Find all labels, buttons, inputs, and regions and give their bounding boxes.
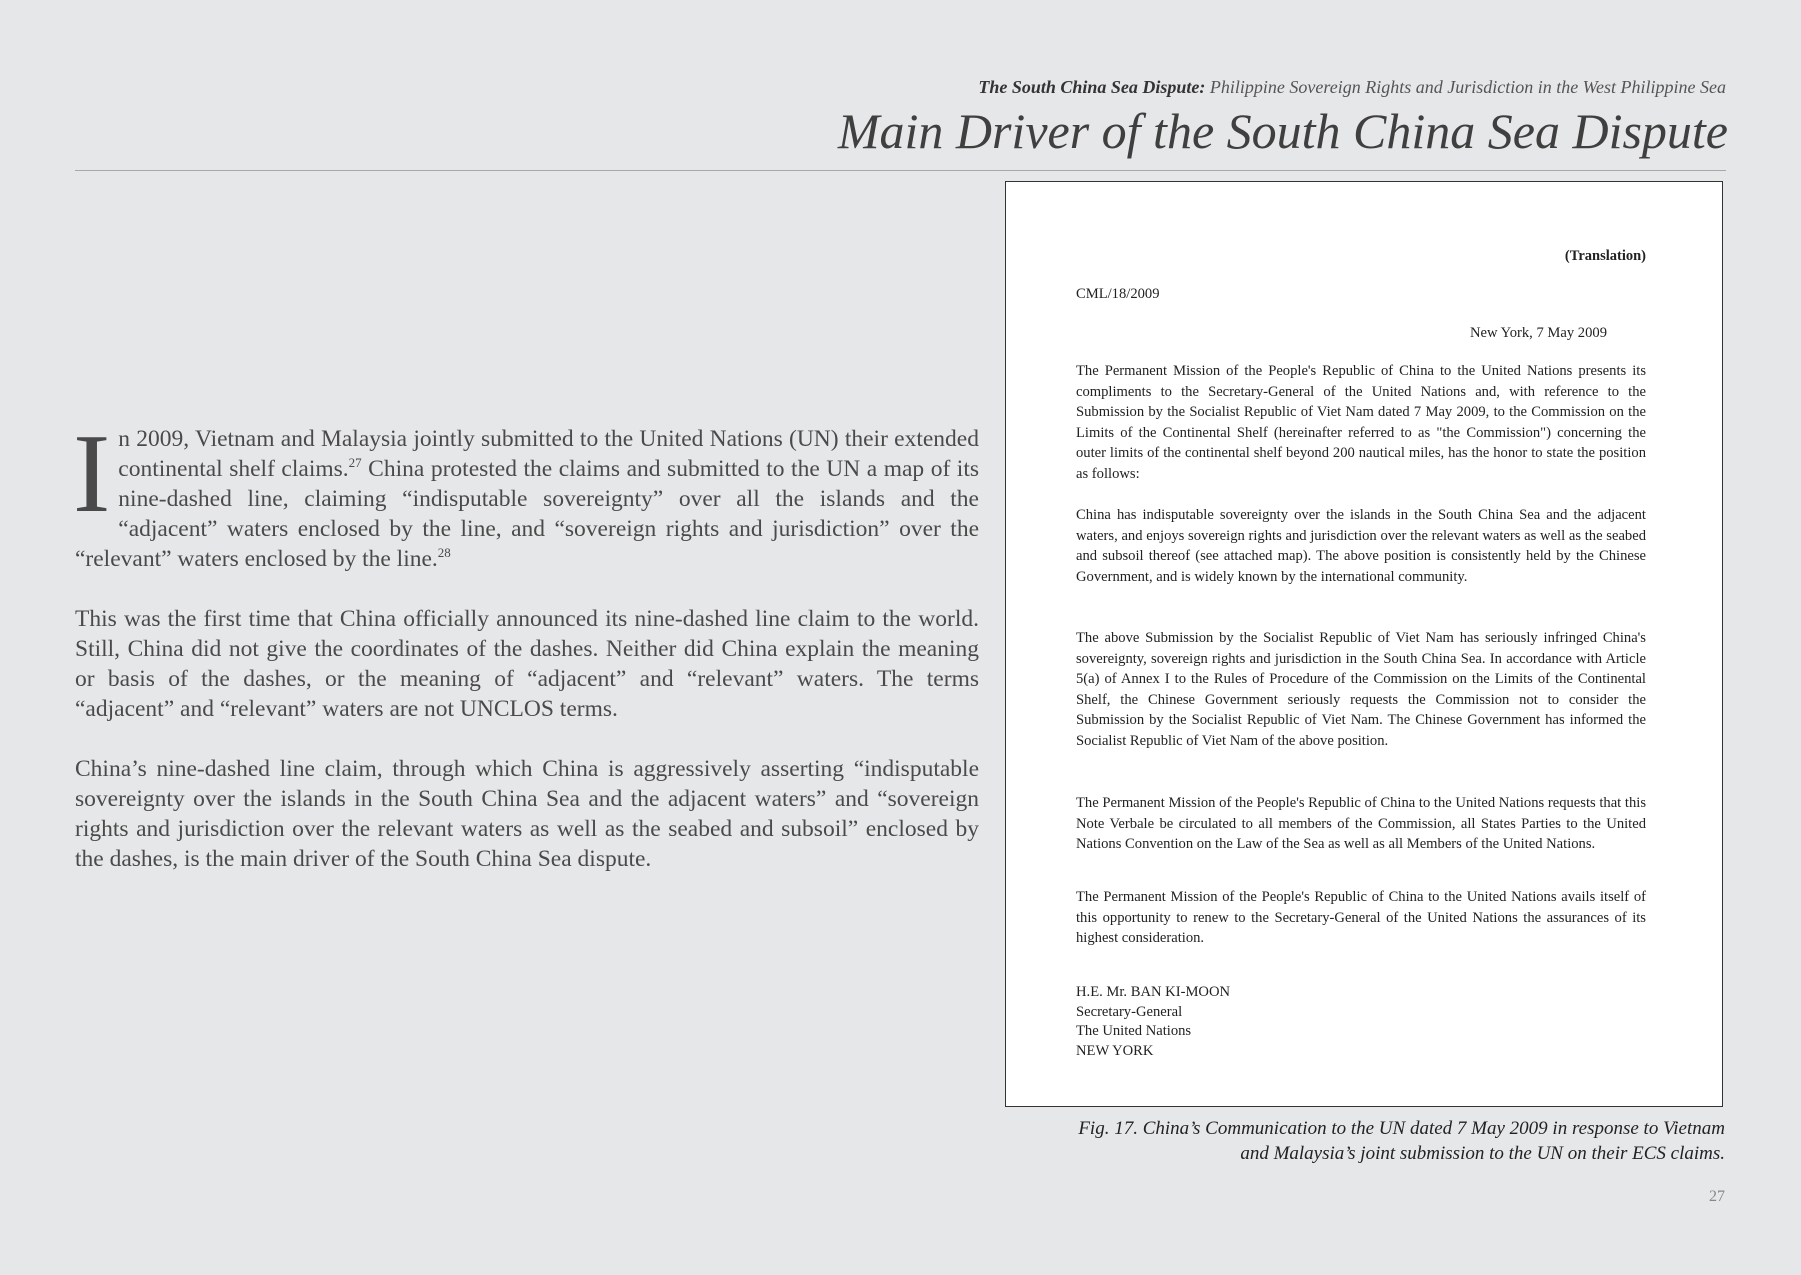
addressee-title: Secretary-General bbox=[1076, 1003, 1183, 1020]
page-number: 27 bbox=[1709, 1188, 1725, 1205]
letter-paragraph-5: The Permanent Mission of the People's Republic of China to the United Nations avails itself of this opportunity to renew to the Secretary-General of the United Nations the assurances of its highest consideration. bbox=[1076, 889, 1646, 946]
letter-addressee bbox=[1076, 983, 1230, 1061]
paragraph-2: This was the first time that China officially announced its nine-dashed line claim to the world. Still, China did not give the coordinates of the dashes. Neither did China explain the meaning or basis of the dashes, or the meaning of “adjacent” and “relevant” waters. The terms “adjacent” and “relevant” waters are not UNCLOS terms. bbox=[75, 606, 979, 722]
letter-image-frame bbox=[1005, 181, 1723, 1107]
letter-paragraph-2: China has indisputable sovereignty over the islands in the South China Sea and the adjacent waters, and enjoys sovereign rights and jurisdiction over the relevant waters as well as the seabed and subsoil thereof (see attached map). The above position is consistently held by the Chinese Government, and is widely known by the international community. bbox=[1076, 507, 1646, 585]
footnote-ref-28[interactable]: 28 bbox=[437, 545, 451, 560]
addressee-name: H.E. Mr. BAN KI-MOON bbox=[1076, 984, 1231, 1000]
running-header bbox=[978, 77, 1726, 98]
caption-line-1: Fig. 17. China’s Communication to the UN dated 7 May 2009 in response to Vietnam bbox=[1078, 1118, 1725, 1139]
paragraph-1 bbox=[73, 412, 979, 574]
addressee-organization: The United Nations bbox=[1076, 1023, 1192, 1039]
letter-paragraph-3: The above Submission by the Socialist Republic of Viet Nam has seriously infringed China's sovereignty, sovereign rights and jurisdiction in the South China Sea. In accordance with Article 5(a) of Annex I to the Rules of Procedure of the Commission on the Limits of the Continental Shelf, the Chinese Government seriously requests the Commission not to consider the Submission by the Socialist Republic of Viet Nam. The Chinese Government has informed the Socialist Republic of Viet Nam of the above position. bbox=[1076, 630, 1646, 749]
paragraph-1-part-b: China protested the claims and submitted to the UN a map of its nine-dashed line, claiming “indisputable sovereignty” over all the islands and the “adjacent” waters enclosed by the line, and “sovereign rights and jurisdiction” over the “relevant” waters enclosed by the line. bbox=[75, 456, 979, 572]
letter-paragraph-4: The Permanent Mission of the People's Republic of China to the United Nations requests that this Note Verbale be circulated to all members of the Commission, all States Parties to the United Nations Convention on the Law of the Sea as well as all Members of the United Nations. bbox=[1076, 795, 1646, 852]
caption-line-2: and Malaysia’s joint submission to the UN on their ECS claims. bbox=[1240, 1143, 1725, 1164]
paragraph-1-part-a: n 2009, Vietnam and Malaysia jointly submitted to the United Nations (UN) their extended continental shelf claims. bbox=[118, 426, 979, 482]
letter-translation-label: (Translation) bbox=[1564, 248, 1646, 264]
letter-reference: CML/18/2009 bbox=[1076, 286, 1160, 302]
footnote-ref-27[interactable]: 27 bbox=[348, 455, 362, 470]
addressee-city: NEW YORK bbox=[1076, 1042, 1154, 1059]
letter-paragraph-1: The Permanent Mission of the People's Republic of China to the United Nations presents its compliments to the Secretary-General of the United Nations and, with reference to the Submission by the Socialist Republic of Viet Nam dated 7 May 2009, to the Commission on the Limits of the Continental Shelf (hereinafter referred to as "the Commission") concerning the outer limits of the continental shelf beyond 200 nautical miles, has the honor to state the position as follows: bbox=[1076, 363, 1646, 482]
paragraph-3: China’s nine-dashed line claim, through which China is aggressively asserting “indisputable sovereignty over the islands in the South China Sea and the adjacent waters” and “sovereign rights and jurisdiction over the relevant waters as well as the seabed and subsoil” enclosed by the dashes, is the main driver of the South China Sea dispute. bbox=[75, 756, 979, 872]
series-subtitle: Philippine Sovereign Rights and Jurisdiction in the West Philippine Sea bbox=[1209, 77, 1726, 97]
body-text bbox=[73, 412, 979, 904]
drop-cap: I bbox=[73, 412, 111, 536]
title-divider bbox=[75, 170, 1726, 171]
page-title: Main Driver of the South China Sea Dispute bbox=[837, 103, 1728, 159]
figure-caption bbox=[1005, 1116, 1725, 1166]
series-title: The South China Sea Dispute: bbox=[978, 77, 1206, 97]
letter-date: New York, 7 May 2009 bbox=[1469, 325, 1607, 341]
